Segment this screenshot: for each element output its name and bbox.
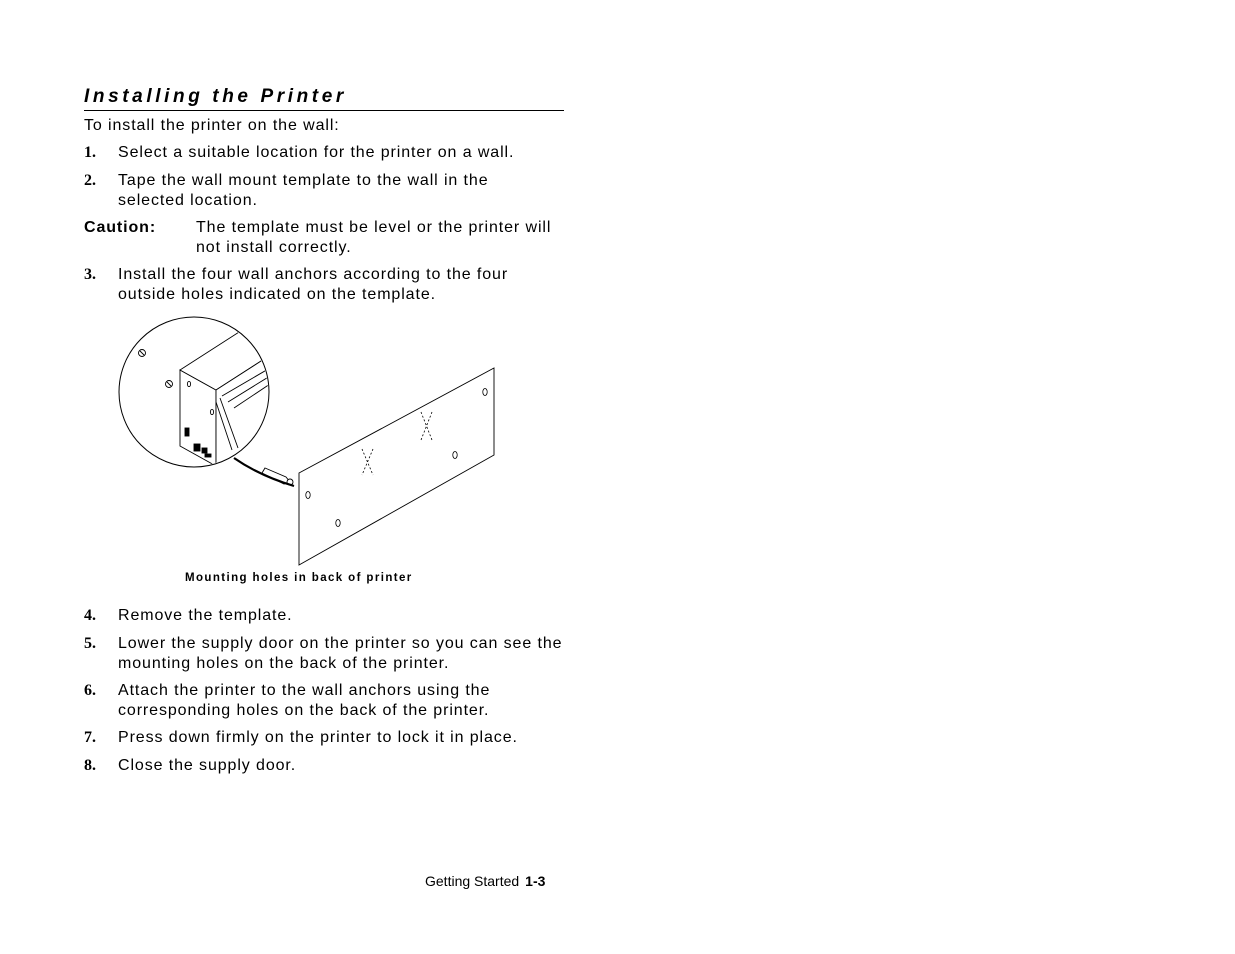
step-text: Close the supply door. (118, 757, 297, 774)
figure-caption: Mounting holes in back of printer (185, 572, 413, 584)
step-number: 8. (84, 757, 96, 774)
step-8 (84, 756, 564, 776)
caution-label: Caution: (84, 219, 157, 236)
step-7 (84, 728, 564, 748)
step-number: 7. (84, 729, 96, 746)
step-6 (84, 681, 564, 720)
wall-template (299, 368, 494, 565)
step-number: 4. (84, 607, 96, 624)
step-5 (84, 634, 564, 673)
step-text: Select a suitable location for the printer on a wall. (118, 144, 515, 161)
footer-section: Getting Started (425, 873, 520, 889)
step-text: Lower the supply door on the printer so you can see the mounting holes on the back of the printer. (118, 635, 563, 672)
intro-text: To install the printer on the wall: (84, 117, 340, 134)
step-3 (84, 265, 564, 304)
step-4 (84, 606, 564, 626)
step-text: Install the four wall anchors according to the four outside holes indicated on the template. (118, 266, 509, 303)
step-number: 5. (84, 635, 96, 652)
step-text: Remove the template. (118, 607, 293, 624)
step-text: Press down firmly on the printer to lock it in place. (118, 729, 518, 746)
page-number: 1-3 (525, 873, 546, 889)
step-number: 3. (84, 266, 96, 283)
step-2 (84, 171, 564, 210)
step-1 (84, 143, 564, 163)
mounting-illustration (110, 310, 510, 570)
step-number: 2. (84, 172, 96, 189)
step-number: 1. (84, 144, 96, 161)
page-footer (425, 873, 545, 889)
caution-text: The template must be level or the printer will not install correctly. (196, 219, 552, 256)
section-heading: Installing the Printer (84, 86, 564, 111)
step-number: 6. (84, 682, 96, 699)
step-text: Tape the wall mount template to the wall in the selected location. (118, 172, 489, 209)
caution-note (84, 218, 564, 257)
step-text: Attach the printer to the wall anchors using the corresponding holes on the back of the printer. (118, 682, 491, 719)
